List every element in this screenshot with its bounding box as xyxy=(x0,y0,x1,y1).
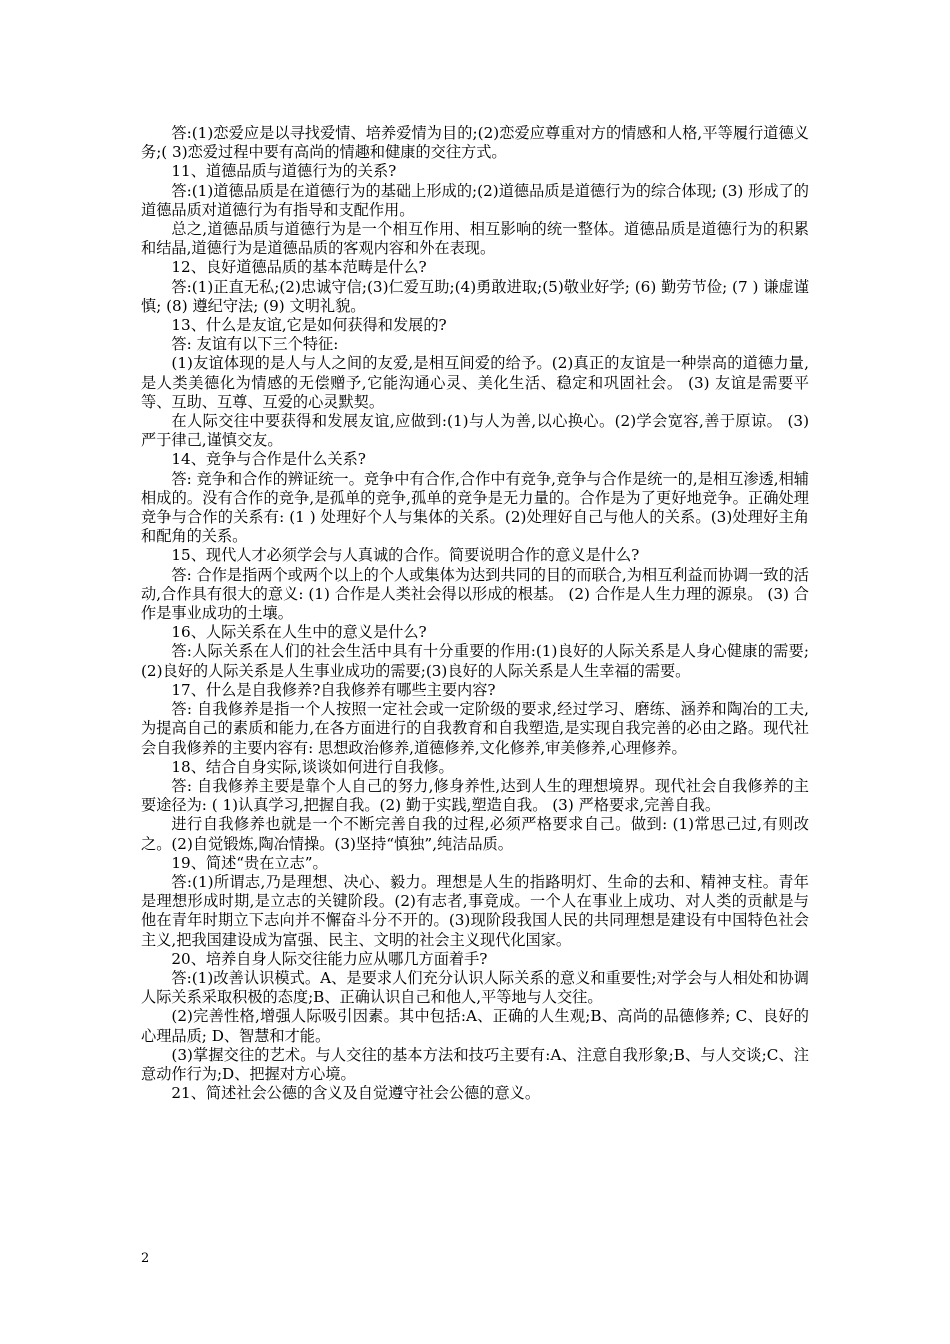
paragraph: 答:人际关系在人们的社会生活中具有十分重要的作用:(1)良好的人际关系是人身心健康的需要;(2)良好的人际关系是人生事业成功的需要;(3)良好的人际关系是人生幸福的需要。 xyxy=(141,642,809,680)
paragraph: 进行自我修养也就是一个不断完善自我的过程,必须严格要求自己。做到: (1)常思己过,有则改之。(2)自觉锻炼,陶冶情操。(3)坚持“慎独”,纯洁品质。 xyxy=(141,815,809,853)
paragraph: 答: 竞争和合作的辨证统一。竞争中有合作,合作中有竞争,竞争与合作是统一的,是相互渗透,相辅相成的。没有合作的竞争,是孤单的竞争,孤单的竞争是无力量的。合作是为了更好地竞争。正确处理竞争与合作的关系有: (1 ) 处理好个人与集体的关系。(2)处理好自己与他人的关系。(3)处理好主角和配角的关系。 xyxy=(141,469,809,546)
paragraph: 19、简述“贵在立志”。 xyxy=(171,853,328,872)
paragraph: 答:(1)正直无私;(2)忠诚守信;(3)仁爱互助;(4)勇敢进取;(5)敬业好学; (6) 勤劳节俭; (7 ) 谦虚谨慎; (8) 遵纪守法; (9) 文明礼貌。 xyxy=(141,277,809,315)
paragraph: 答:(1)改善认识模式。A、是要求人们充分认识人际关系的意义和重要性;对学会与人相处和协调人际关系采取积极的态度;B、正确认识自己和他人,平等地与人交往。 xyxy=(141,968,809,1007)
paragraph: (1)友谊体现的是人与人之间的友爱,是相互间爱的给予。(2)真正的友谊是一种崇高的道德力量,是人类美德化为情感的无偿赠予,它能沟通心灵、美化生活、稳定和巩固社会。 (3) 友谊是需要平等、互助、互尊、互爱的心灵默契。 xyxy=(141,354,809,411)
paragraph: 答: 自我修养是指一个人按照一定社会或一定阶级的要求,经过学习、磨练、涵养和陶冶的工夫,为提高自己的素质和能力,在各方面进行的自我教育和自我塑造,是实现自我完善的必由之路。现代社会自我修养的主要内容有: 思想政治修养,道德修养,文化修养,审美修养,心理修养。 xyxy=(141,700,809,757)
paragraph: 17、什么是自我修养?自我修养有哪些主要内容? xyxy=(171,680,496,699)
page-number: 2 xyxy=(141,1251,150,1266)
paragraph: 11、道德品质与道德行为的关系? xyxy=(171,162,397,181)
paragraph: 20、培养自身人际交往能力应从哪几方面着手? xyxy=(171,949,488,968)
paragraph: 18、结合自身实际,谈谈如何进行自我修。 xyxy=(171,757,454,776)
paragraph: 13、什么是友谊,它是如何获得和发展的? xyxy=(171,316,447,335)
paragraph: 14、竞争与合作是什么关系? xyxy=(171,450,366,469)
paragraph: 答: 合作是指两个或两个以上的个人或集体为达到共同的目的而联合,为相互利益而协调一致的活动,合作具有很大的意义: (1) 合作是人类社会得以形成的根基。 (2) 合作是人生力理的源泉。 (3) 合作是事业成功的土壤。 xyxy=(141,565,809,623)
document-body xyxy=(141,124,809,1103)
paragraph: 答:(1)道德品质是在道德行为的基础上形成的;(2)道德品质是道德行为的综合体现; (3) 形成了的道德品质对道德行为有指导和支配作用。 xyxy=(141,181,809,219)
paragraph: 12、良好道德品质的基本范畴是什么? xyxy=(171,258,427,277)
paragraph: 在人际交往中要获得和发展友谊,应做到:(1)与人为善,以心换心。(2)学会宽容,善于原谅。 (3) 严于律己,谨慎交友。 xyxy=(141,412,809,450)
paragraph: 16、人际关系在人生中的意义是什么? xyxy=(171,623,427,642)
paragraph: (3)掌握交往的艺术。与人交往的基本方法和技巧主要有:A、注意自我形象;B、与人交谈;C、注意动作行为;D、把握对方心境。 xyxy=(141,1045,809,1083)
paragraph: 21、简述社会公德的含义及自觉遵守社会公德的意义。 xyxy=(171,1084,541,1103)
paragraph: 答:(1)恋爱应是以寻找爱情、培养爱情为目的;(2)恋爱应尊重对方的情感和人格,平等履行道德义务;( 3)恋爱过程中要有高尚的情趣和健康的交往方式。 xyxy=(141,124,809,162)
paragraph: 总之,道德品质与道德行为是一个相互作用、相互影响的统一整体。道德品质是道德行为的积累和结晶,道德行为是道德品质的客观内容和外在表现。 xyxy=(141,220,809,258)
paragraph: 答: 自我修养主要是靠个人自己的努力,修身养性,达到人生的理想境界。现代社会自我修养的主要途径为: ( 1)认真学习,把握自我。(2) 勤于实践,塑造自我。 (3) 严格要求,完善自我。 xyxy=(141,776,809,815)
paragraph: 答: 友谊有以下三个特征: xyxy=(171,335,339,354)
paragraph: 15、现代人才必须学会与人真诚的合作。简要说明合作的意义是什么? xyxy=(171,546,640,565)
paragraph: (2)完善性格,增强人际吸引因素。其中包括:A、正确的人生观;B、高尚的品德修养; C、良好的心理品质; D、智慧和才能。 xyxy=(141,1007,809,1045)
paragraph: 答:(1)所谓志,乃是理想、决心、毅力。理想是人生的指路明灯、生命的去和、精神支柱。青年是理想形成时期,是立志的关键阶段。(2)有志者,事竟成。一个人在事业上成功、对人类的贡献是与他在青年时期立下志向并不懈奋斗分不开的。(3)现阶段我国人民的共同理想是建设有中国特色社会主义,把我国建设成为富强、民主、文明的社会主义现代化国家。 xyxy=(141,872,809,949)
